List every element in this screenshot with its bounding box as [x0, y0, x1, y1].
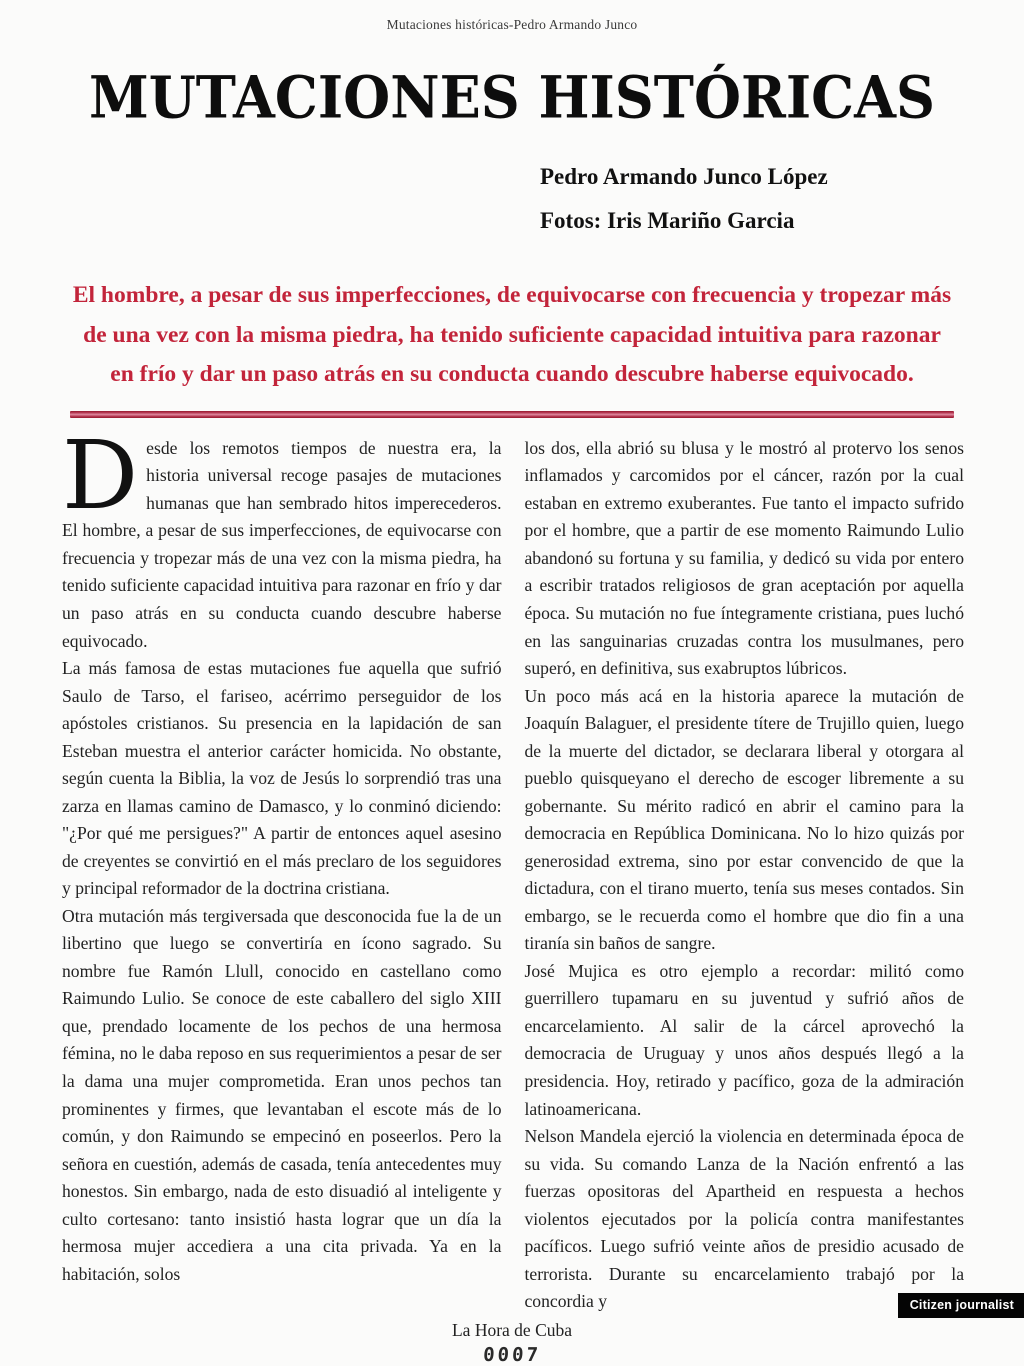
page-number: 0007 — [482, 1343, 542, 1366]
paragraph: Un poco más acá en la historia aparece la mutación de Joaquín Balaguer, el presidente títere de Trujillo quien, luego de la muerte del dictador, se declarara liberal y otorgara al pueblo quisqueyano el derecho de escoger libremente a su gobernante. Su mérito radicó en abrir el camino para la democracia en República Dominicana. No lo hizo quizás por generosidad extrema, sino por estar convencido de que la dictadura, con el tirano muerto, tenía sus meses contados. Sin embargo, se le recuerda como el hombre que dio fin a una tiranía sin baños de sangre. — [524, 685, 964, 954]
paragraph: José Mujica es otro ejemplo a recordar: militó como guerrillero tupamaru en su juventud y sufrió años de encarcelamiento. Al salir de la cárcel aprovechó la democracia de Uruguay y unos años después llegó a la presidencia. Hoy, retirado y pacífico, goza de la admiración latinoamericana. — [524, 960, 964, 1119]
left-column — [62, 420, 502, 1316]
drop-cap: D — [62, 420, 139, 531]
paragraph: Otra mutación más tergiversada que desconocida fue la de un libertino que luego se convertiría en ícono sagrado. Su nombre fue Ramón Llull, conocido en castellano como Raimundo Lulio. Se conoce de este caballero del siglo XIII que, prendado locamente de los pechos de una hermosa fémina, no le daba reposo en sus requerimientos a pesar de ser la dama una mujer comprometida. Eran unos pechos tan prominentes y firmes, que levantaban el escote más de lo común, y don Raimundo se empecinó en poseerlos. Pero la señora en cuestión, además de casada, tenía antecedentes muy honestos. Sin embargo, nada de esto disuadió al inteligente y culto cortesano: tanto insistió hasta lograr que un día la hermosa mujer accediera a una cita privada. Ya en la habitación, solos — [62, 905, 502, 1284]
paragraph: Nelson Mandela ejerció la violencia en determinada época de su vida. Su comando Lanza de la Nación enfrentó a las fuerzas opositoras del Apartheid en respuesta a hechos violentos ejecutados por la policía contra manifestantes pacíficos. Luego sufrió veinte años de presidio acusado de terrorista. Durante su encarcelamiento trabajó por la concordia y — [524, 1126, 964, 1312]
paragraph-text: esde los remotos tiempos de nuestra era, la historia universal recoge pasajes de mutaciones humanas que han sembrado hitos imperecederos. El hombre, a pesar de sus imperfecciones, de equivocarse con frecuencia y tropezar más de una vez con la misma piedra, ha tenido suficiente capacidad intuitiva para razonar en frío y dar un paso atrás en su conducta cuando descubre haberse equivocado. — [62, 437, 502, 651]
page-title: MUTACIONES HISTÓRICAS — [88, 62, 936, 132]
publication-name: La Hora de Cuba — [451, 1319, 573, 1340]
paragraph: los dos, ella abrió su blusa y le mostró al protervo los senos inflamados y carcomidos por el cáncer, razón por la cual estaban en extremo exuberantes. Fue tanto el impacto sufrido por el hombre, que a partir de ese momento Raimundo Lulio abandonó su fortuna y su familia, y dedicó su vida por entero a escribir tratados religiosos de gran aceptación por aquella época. Su mutación no fue íntegramente cristiana, pues luchó en las sanguinarias cruzadas contra los musulmanes, pero superó, en definitiva, sus exabruptos lúbricos. — [524, 437, 964, 679]
byline — [540, 155, 1024, 242]
byline-author: Pedro Armando Junco López — [540, 164, 828, 189]
paragraph: La más famosa de estas mutaciones fue aquella que sufrió Saulo de Tarso, el fariseo, acérrimo perseguidor de los apóstoles cristianos. Su presencia en la lapidación de san Esteban muestra el anterior carácter homicida. No obstante, según cuenta la Biblia, la voz de Jesús lo sorprendió tras una zarza en llamas camino de Damasco, y lo conminó diciendo: "¿Por qué me persigues?" A partir de entonces aquel asesino de creyentes se convirtió en el más preclaro de los seguidores y principal reformador de la doctrina cristiana. — [62, 658, 502, 899]
paragraph — [62, 420, 502, 655]
article-body — [62, 420, 964, 1316]
byline-photos: Fotos: Iris Mariño Garcia — [540, 207, 795, 233]
citizen-journalist-badge: Citizen journalist — [898, 1293, 1024, 1318]
section-divider-rule — [70, 411, 954, 418]
running-head: Mutaciones históricas-Pedro Armando Junco — [386, 17, 638, 32]
lead-paragraph: El hombre, a pesar de sus imperfecciones, de equivocarse con frecuencia y tropezar más de una vez con la misma piedra, ha tenido suficiente capacidad intuitiva para razonar en frío y dar un paso atrás en su conducta cuando descubre haberse equivocado. — [72, 282, 952, 388]
right-column — [525, 435, 965, 1316]
